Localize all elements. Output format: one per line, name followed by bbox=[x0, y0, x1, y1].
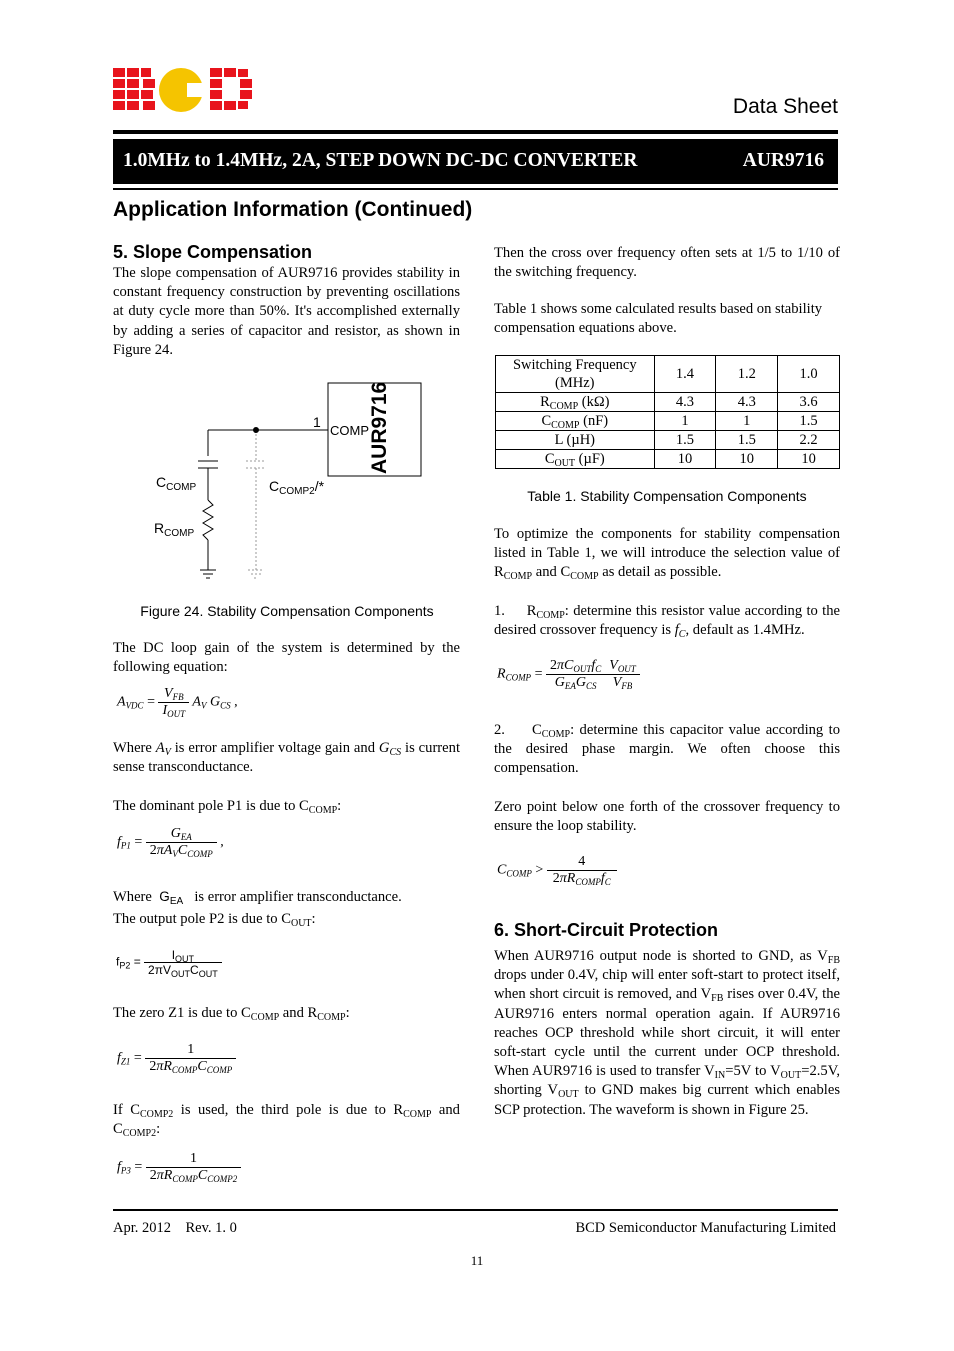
third-pole-3: and C bbox=[113, 1102, 460, 1138]
page-heading: Application Information (Continued) bbox=[113, 198, 473, 221]
pin-label: COMP bbox=[330, 423, 369, 438]
slope-heading: 5. Slope Compensation bbox=[113, 242, 313, 262]
table-intro-text: Table 1 shows some calculated results based on stability compensation equations above. bbox=[494, 301, 823, 337]
scp-text: When AUR9716 output node is shorted to GND, as $V_{FB}$ drops under 0.4V, chip will enter soft-start to protect itself, when short circuit is removed, and $V_{FB}$ rises over 0.4V, the AUR9716 enters normal operation again. If AUR9716 reaches OCP threshold while short circuit, it will enter soft-start cycle until the current under OCP threshold. When AUR9716 is used to transfer $V_{IN}=5V$ to $V_{OUT}=2.5V$, shorting $V_{OUT}$ to GND makes big current which enables SCP protection. The waveform is shown in Figure 25. bbox=[494, 948, 841, 1118]
table-header-row bbox=[496, 356, 840, 393]
table-cell: 4.3 bbox=[716, 393, 778, 412]
eq-rcomp: $R_{COMP}$ = $\frac{2\pi C_{OUT}f_C}{G_{EA}G_{CS}}$ $\frac{V_{OUT}}{V_{FB}}$ bbox=[497, 658, 640, 691]
chip-label: AUR9716 bbox=[368, 381, 391, 474]
where-gea-2: is error amplifier transconductance. bbox=[194, 889, 402, 905]
table-freq: 1.0 bbox=[778, 356, 840, 393]
table-freq: 1.4 bbox=[654, 356, 716, 393]
table-row bbox=[496, 431, 840, 450]
table-cell: 4.3 bbox=[654, 393, 716, 412]
pin-number: 1 bbox=[313, 414, 321, 430]
table-cell: 10 bbox=[778, 450, 840, 469]
where-gea-1: Where bbox=[113, 889, 152, 905]
scp-5: =2.5V, shorting V bbox=[494, 1063, 840, 1099]
table-row-label: $R_{COMP}$ (kΩ) bbox=[496, 393, 655, 412]
title-bar-underline bbox=[113, 188, 838, 190]
table-cell: 2.2 bbox=[778, 431, 840, 450]
scp-2: drops under 0.4V, chip will enter soft-start to protect itself, when short circuit is removed, and V bbox=[494, 967, 840, 1003]
footer-date: Apr. 2012 bbox=[113, 1220, 171, 1236]
table-cell: 1.5 bbox=[716, 431, 778, 450]
zero-point-text: Zero point below one forth of the crossover frequency to ensure the loop stability. bbox=[494, 799, 840, 835]
item-1-b: , default as 1.4MHz. bbox=[685, 622, 805, 639]
where-av-2: is error amplifier voltage gain and bbox=[170, 740, 379, 756]
rcomp-label: $R_{COMP}$ bbox=[154, 520, 195, 539]
where-gea-text: Where $G_{EA}$ is error amplifier transconductance. bbox=[113, 889, 402, 907]
table-row-label: L (µH) bbox=[496, 431, 655, 450]
table-cell: 1.5 bbox=[654, 431, 716, 450]
table-row bbox=[496, 393, 840, 412]
doc-type-label: Data Sheet bbox=[732, 95, 838, 118]
footer-rule bbox=[113, 1209, 838, 1211]
table-cell: 1 bbox=[654, 412, 716, 431]
zero-z1-text: The zero Z1 is due to $C_{COMP}$ and $R_{COMP}$: bbox=[113, 1005, 350, 1023]
table-row-label: $C_{COMP}$ (nF) bbox=[496, 412, 655, 431]
eq-avdc: $A_{VDC}$ = $\frac{V_{FB}}{I_{OUT}}$ $A_V$ $G_{CS}$ , bbox=[117, 686, 238, 719]
table-row-label: $C_{OUT}$ (µF) bbox=[496, 450, 655, 469]
slope-para: The slope compensation of AUR9716 provides stability in constant frequency construction by preventing oscillations at duty cycle more than 50%. It's accomplished externally by adding a series of capacitor and resistor, as shown in Figure 24. bbox=[113, 265, 460, 358]
table-header-label: Switching Frequency (MHz) bbox=[496, 356, 655, 393]
pole-p1-label: The dominant pole P1 is due to C bbox=[113, 798, 309, 814]
ccomp2-suffix: /* bbox=[314, 478, 325, 494]
scp-4: =5V to V bbox=[725, 1063, 781, 1080]
item-1-text: 1. $R_{COMP}$: determine this resistor value according to the desired crossover frequency is $f_C$, default as 1.4MHz. bbox=[494, 603, 840, 641]
eq-ccomp: $C_{COMP}$ > $\frac{4}{2\pi R_{COMP}f_C}$ bbox=[497, 854, 617, 887]
bcd-logo-graphic bbox=[113, 66, 255, 114]
pole-p2-label: The output pole P2 is due to C bbox=[113, 911, 291, 927]
footer-rev: Rev. 1. 0 bbox=[185, 1220, 237, 1236]
scp-6: to GND makes big current which enables SCP protection. The waveform is shown in Figure 25. bbox=[494, 1082, 841, 1118]
figure-24-caption: Figure 24. Stability Compensation Components bbox=[140, 603, 434, 619]
header-rule bbox=[113, 130, 838, 134]
where-av-3: is current sense transconductance. bbox=[113, 740, 460, 776]
item-1-a: : determine this resistor value according to the desired crossover frequency is bbox=[494, 603, 840, 639]
optimize-1: To optimize the components for stability compensation listed in Table 1, we will introduce the selection value of R bbox=[494, 526, 840, 581]
scp-1: When AUR9716 output node is shorted to GND, as V bbox=[494, 948, 828, 964]
rcomp-sub: COMP bbox=[164, 528, 195, 539]
dc-gain-text: The DC loop gain of the system is determined by the following equation: bbox=[113, 640, 460, 676]
footer-date-rev bbox=[113, 1220, 237, 1237]
page-number: 11 bbox=[470, 1253, 484, 1268]
ccomp2-label: $C_{COMP2}/*$ bbox=[269, 478, 325, 497]
junction-dot bbox=[253, 427, 259, 433]
item-1-number: 1. bbox=[494, 603, 505, 619]
optimize-2: and C bbox=[532, 564, 571, 581]
ccomp-label: $C_{COMP}$ bbox=[156, 474, 197, 493]
eq-fz1: $f_{Z1}$ = $\frac{1}{2\pi R_{COMP}C_{COMP}}$ bbox=[117, 1042, 236, 1075]
stability-table bbox=[495, 355, 840, 469]
eq-fp2: $f_{P2}$ = $\frac{I_{OUT}}{2\pi V_{OUT}C_{OUT}}$ bbox=[116, 948, 222, 977]
bcd-logo bbox=[113, 66, 255, 114]
table-cell: 10 bbox=[654, 450, 716, 469]
table-row bbox=[496, 450, 840, 469]
item-2-number: 2. bbox=[494, 722, 505, 738]
cross-over-text: Then the cross over frequency often sets at 1/5 to 1/10 of the switching frequency. bbox=[494, 245, 840, 281]
eq-fp1: $f_{P1}$ = $\frac{G_{EA}}{2\pi A_VC_{COMP}}$ , bbox=[117, 826, 224, 859]
footer-company: BCD Semiconductor Manufacturing Limited bbox=[575, 1220, 836, 1236]
eq-fp3: $f_{P3}$ = $\frac{1}{2\pi R_{COMP}C_{COMP2}}$ bbox=[117, 1151, 241, 1184]
pole-p2-text: The output pole P2 is due to $C_{OUT}$: bbox=[113, 911, 316, 929]
table-cell: 3.6 bbox=[778, 393, 840, 412]
where-av-text: Where $A_V$ is error amplifier voltage gain and $G_{CS}$ is current sense transconductance. bbox=[113, 740, 460, 776]
optimize-text: To optimize the components for stability compensation listed in Table 1, we will introduce the selection value of $R_{COMP}$ and $C_{COMP}$ as detail as possible. bbox=[494, 526, 840, 583]
product-title: 1.0MHz to 1.4MHz, 2A, STEP DOWN DC-DC CONVERTER bbox=[123, 150, 638, 171]
item-2-a: : determine this capacitor value according to the desired phase margin. We often choose this compensation. bbox=[494, 722, 840, 777]
scp-heading: 6. Short-Circuit Protection bbox=[494, 920, 719, 940]
scp-3: rises over 0.4V, the AUR9716 enters normal operation again. If AUR9716 reaches OCP threshold while short circuit, it will enter soft-start cycle until the current under OCP threshold. When AUR9716 is used to transfer V bbox=[494, 986, 841, 1080]
table-cell: 10 bbox=[716, 450, 778, 469]
table-row bbox=[496, 412, 840, 431]
ccomp2-sub: COMP2 bbox=[279, 486, 315, 497]
third-pole-text: If $C_{COMP2}$ is used, the third pole is due to $R_{COMP}$ and $C_{COMP2}$: bbox=[113, 1102, 460, 1140]
table-freq: 1.2 bbox=[716, 356, 778, 393]
rcomp-resistor bbox=[203, 500, 213, 540]
item-2-text: 2. $C_{COMP}$: determine this capacitor value according to the desired phase margin. We often choose this compensation. bbox=[494, 722, 840, 777]
part-number: AUR9716 bbox=[742, 150, 824, 171]
zero-z1-label-2: and R bbox=[279, 1005, 318, 1021]
table-1-caption: Table 1. Stability Compensation Components bbox=[527, 488, 807, 504]
third-pole-2: is used, the third pole is due to R bbox=[173, 1102, 404, 1118]
where-av-1: Where bbox=[113, 740, 156, 756]
pole-p1-text: The dominant pole P1 is due to $C_{COMP}$: bbox=[113, 798, 342, 816]
zero-z1-label-1: The zero Z1 is due to C bbox=[113, 1005, 251, 1021]
third-pole-1: If C bbox=[113, 1102, 140, 1118]
table-cell: 1.5 bbox=[778, 412, 840, 431]
optimize-3: as detail as possible. bbox=[598, 564, 722, 581]
table-cell: 1 bbox=[716, 412, 778, 431]
ccomp-sub: COMP bbox=[166, 482, 197, 493]
